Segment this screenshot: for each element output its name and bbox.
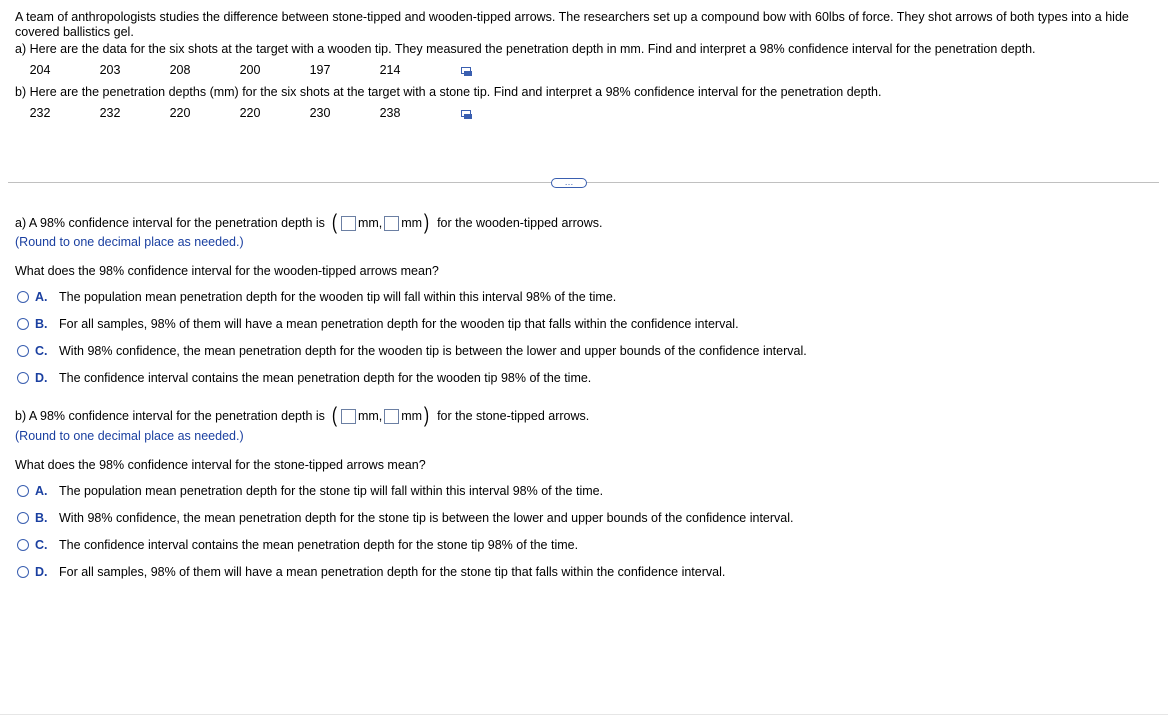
unit-label: mm <box>401 216 423 230</box>
wooden-data-value: 214 <box>379 63 401 77</box>
stone-data-value: 238 <box>379 106 401 120</box>
radio-button[interactable] <box>17 291 29 303</box>
part-b-option-a[interactable] <box>17 483 603 499</box>
option-text: With 98% confidence, the mean penetration depth for the stone tip is between the lower and upper bounds of the confidence interval. <box>59 511 794 525</box>
part-a-lower-input[interactable] <box>341 216 356 231</box>
stone-data-row <box>15 106 495 122</box>
part-b-option-c[interactable] <box>17 537 578 553</box>
option-letter: B. <box>35 317 48 331</box>
part-b-answer-suffix: for the stone-tipped arrows. <box>437 409 590 423</box>
option-letter: A. <box>35 484 48 498</box>
part-b-upper-input[interactable] <box>384 409 399 424</box>
option-letter: B. <box>35 511 48 525</box>
part-b-prompt: b) Here are the penetration depths (mm) for the six shots at the target with a stone tip. Find and interpret a 98% confidence interval for the penetration depth. <box>15 85 882 99</box>
wooden-data-value: 208 <box>169 63 191 77</box>
part-b-option-d[interactable] <box>17 564 725 580</box>
part-a-upper-input[interactable] <box>384 216 399 231</box>
option-text: The confidence interval contains the mean penetration depth for the wooden tip 98% of the time. <box>59 371 592 385</box>
stone-data-value: 232 <box>99 106 121 120</box>
copy-data-icon[interactable] <box>460 107 474 121</box>
wooden-data-value: 203 <box>99 63 121 77</box>
close-paren: ) <box>423 404 430 427</box>
radio-button[interactable] <box>17 485 29 497</box>
option-letter: D. <box>35 371 48 385</box>
bottom-divider <box>0 714 1168 715</box>
part-a-answer-prefix: a) A 98% confidence interval for the penetration depth is <box>15 216 325 230</box>
option-text: For all samples, 98% of them will have a mean penetration depth for the stone tip that falls within the confidence interval. <box>59 565 726 579</box>
option-letter: C. <box>35 538 48 552</box>
wooden-data-value: 197 <box>309 63 331 77</box>
part-a-option-c[interactable] <box>17 343 807 359</box>
option-text: The population mean penetration depth for the stone tip will fall within this interval 98% of the time. <box>59 484 604 498</box>
option-letter: A. <box>35 290 48 304</box>
radio-button[interactable] <box>17 318 29 330</box>
option-text: The population mean penetration depth for the wooden tip will fall within this interval 98% of the time. <box>59 290 617 304</box>
part-a-answer-suffix: for the wooden-tipped arrows. <box>437 216 603 230</box>
part-a-option-d[interactable] <box>17 370 591 386</box>
close-paren: ) <box>423 211 430 234</box>
wooden-data-value: 200 <box>239 63 261 77</box>
part-b-interpretation-question: What does the 98% confidence interval for the stone-tipped arrows mean? <box>15 458 426 472</box>
option-text: For all samples, 98% of them will have a mean penetration depth for the wooden tip that falls within the confidence interval. <box>59 317 739 331</box>
stone-data-value: 232 <box>29 106 51 120</box>
unit-label: mm, <box>357 409 383 423</box>
part-b-lower-input[interactable] <box>341 409 356 424</box>
option-text: The confidence interval contains the mean penetration depth for the stone tip 98% of the time. <box>59 538 579 552</box>
radio-button[interactable] <box>17 345 29 357</box>
radio-button[interactable] <box>17 512 29 524</box>
radio-button[interactable] <box>17 372 29 384</box>
wooden-data-row <box>15 63 495 79</box>
question-intro: A team of anthropologists studies the difference between stone-tipped and wooden-tipped arrows. The researchers set up a compound bow with 60lbs of force. They shot arrows of both types into a hide covered ballistics gel. <box>15 10 1129 39</box>
part-a-rounding-hint: (Round to one decimal place as needed.) <box>15 235 244 249</box>
open-paren: ( <box>331 211 338 234</box>
stone-data-value: 220 <box>169 106 191 120</box>
unit-label: mm <box>401 409 423 423</box>
option-text: With 98% confidence, the mean penetration depth for the wooden tip is between the lower and upper bounds of the confidence interval. <box>59 344 807 358</box>
part-b-answer-prefix: b) A 98% confidence interval for the penetration depth is <box>15 409 325 423</box>
unit-label: mm, <box>357 216 383 230</box>
stone-data-value: 220 <box>239 106 261 120</box>
part-b-option-b[interactable] <box>17 510 794 526</box>
show-more-button[interactable]: … <box>551 178 587 188</box>
option-letter: D. <box>35 565 48 579</box>
part-b-rounding-hint: (Round to one decimal place as needed.) <box>15 429 244 443</box>
part-a-interpretation-question: What does the 98% confidence interval for the wooden-tipped arrows mean? <box>15 264 439 278</box>
part-a-answer-line <box>15 213 602 233</box>
part-a-option-a[interactable] <box>17 289 616 305</box>
part-a-option-b[interactable] <box>17 316 739 332</box>
radio-button[interactable] <box>17 566 29 578</box>
radio-button[interactable] <box>17 539 29 551</box>
part-a-prompt: a) Here are the data for the six shots at the target with a wooden tip. They measured the penetration depth in mm. Find and interpret a 98% confidence interval for the penetration depth. <box>15 42 1036 56</box>
wooden-data-value: 204 <box>29 63 51 77</box>
part-b-answer-line <box>15 406 589 426</box>
open-paren: ( <box>331 404 338 427</box>
stone-data-value: 230 <box>309 106 331 120</box>
copy-data-icon[interactable] <box>460 64 474 78</box>
option-letter: C. <box>35 344 48 358</box>
